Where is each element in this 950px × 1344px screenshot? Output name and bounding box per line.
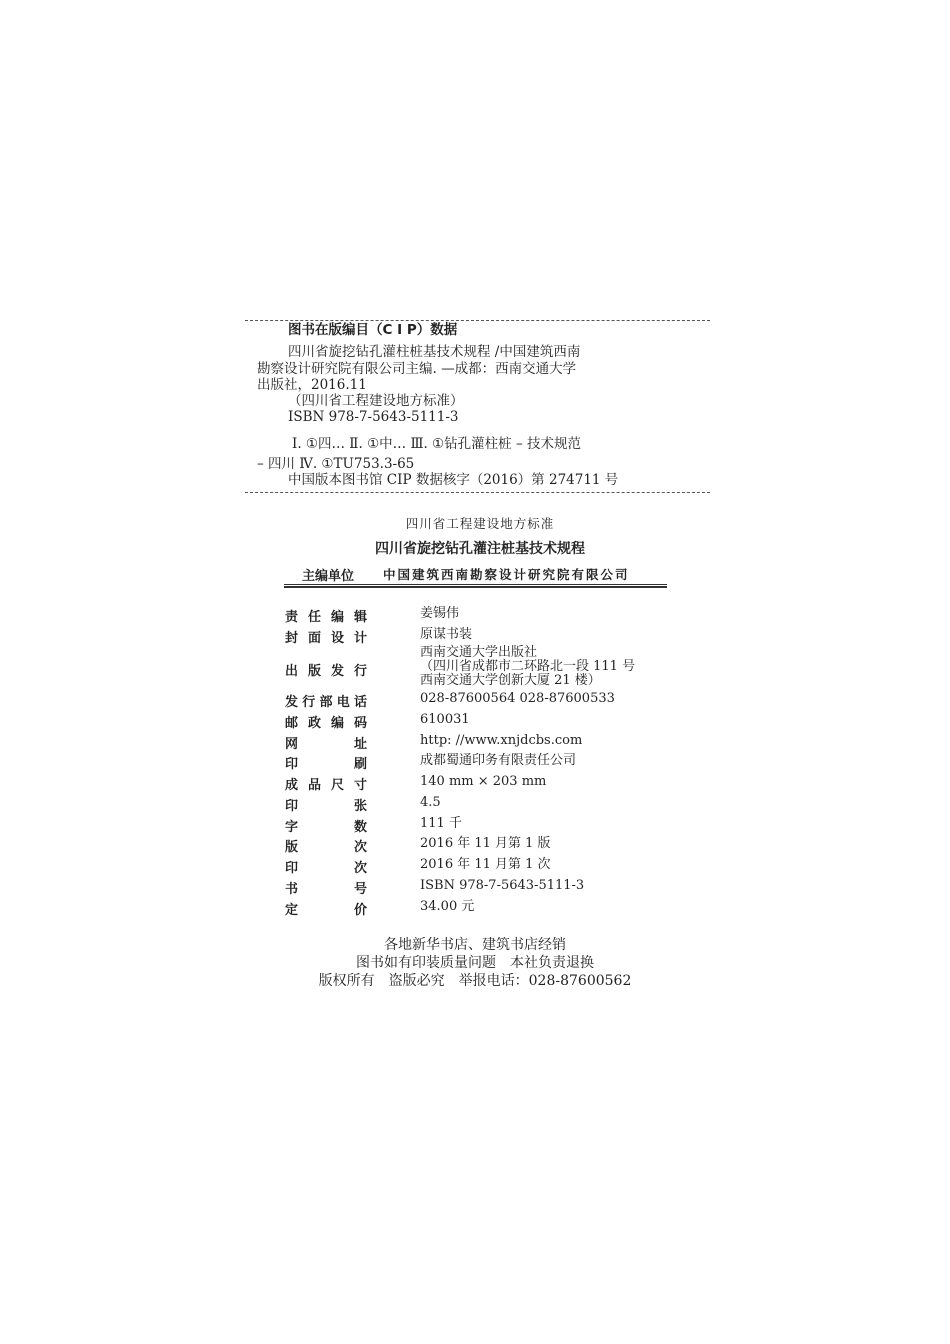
detail-value: 2016 年 11 月第 1 版 bbox=[420, 836, 551, 851]
detail-label: 网址 bbox=[285, 737, 367, 752]
detail-value: 成都蜀通印务有限责任公司 bbox=[420, 753, 577, 768]
detail-label: 出版发行 bbox=[285, 664, 367, 679]
detail-label: 发行部电话 bbox=[285, 695, 367, 710]
divider bbox=[284, 584, 667, 588]
book-title: 四川省旋挖钻孔灌注桩基技术规程 bbox=[375, 541, 585, 557]
detail-label: 成品尺寸 bbox=[285, 778, 367, 793]
cip-line: – 四川 Ⅳ. ①TU753.3-65 bbox=[257, 456, 415, 472]
detail-label: 封面设计 bbox=[285, 631, 367, 646]
cip-line: 中国版本图书馆 CIP 数据核字（2016）第 274711 号 bbox=[288, 472, 619, 488]
footer-line: 各地新华书店、建筑书店经销 bbox=[384, 937, 566, 953]
cip-heading: 图书在版编目（C I P）数据 bbox=[288, 322, 458, 338]
detail-value: 610031 bbox=[420, 712, 470, 727]
detail-value: 姜锡伟 bbox=[420, 606, 460, 621]
detail-label: 书号 bbox=[285, 882, 367, 897]
cip-line: 四川省旋挖钻孔灌柱桩基技术规程 /中国建筑西南 bbox=[288, 344, 581, 360]
detail-value: 34.00 元 bbox=[420, 899, 475, 914]
footer-line: 版权所有 盗版必究 举报电话：028-87600562 bbox=[318, 973, 632, 989]
detail-value: 原谋书装 bbox=[420, 627, 473, 642]
detail-value: 4.5 bbox=[420, 795, 441, 810]
detail-value: 2016 年 11 月第 1 次 bbox=[420, 857, 551, 872]
detail-label: 邮政编码 bbox=[285, 716, 367, 731]
editor-unit-label: 主编单位 bbox=[302, 569, 355, 584]
cip-line: Ⅰ. ①四… Ⅱ. ①中… Ⅲ. ①钻孔灌柱桩 – 技术规范 bbox=[292, 436, 581, 452]
detail-label: 定价 bbox=[285, 903, 367, 918]
detail-label: 责任编辑 bbox=[285, 610, 367, 625]
divider bbox=[245, 492, 710, 493]
footer-line: 图书如有印装质量问题 本社负责退换 bbox=[356, 955, 594, 971]
cip-line: 勘察设计研究院有限公司主编. —成都：西南交通大学 bbox=[257, 361, 577, 377]
detail-value: 028-87600564 028-87600533 bbox=[420, 691, 615, 706]
detail-label: 版次 bbox=[285, 840, 367, 855]
detail-value: （四川省成都市二环路北一段 111 号 bbox=[420, 659, 636, 674]
series-name: 四川省工程建设地方标准 bbox=[405, 516, 555, 531]
detail-value: 140 mm × 203 mm bbox=[420, 774, 547, 789]
detail-value: http: //www.xnjdcbs.com bbox=[420, 733, 583, 748]
detail-value: ISBN 978-7-5643-5111-3 bbox=[420, 878, 585, 893]
detail-value: 西南交通大学出版社 bbox=[420, 645, 538, 660]
detail-label: 印张 bbox=[285, 799, 367, 814]
cip-line: （四川省工程建设地方标准） bbox=[288, 393, 464, 409]
detail-value: 西南交通大学创新大厦 21 楼） bbox=[420, 673, 601, 688]
detail-label: 印刷 bbox=[285, 757, 367, 772]
editor-unit-value: 中国建筑西南勘察设计研究院有限公司 bbox=[383, 567, 630, 582]
cip-line: 出版社，2016.11 bbox=[257, 377, 367, 393]
detail-label: 印次 bbox=[285, 861, 367, 876]
detail-label: 字数 bbox=[285, 820, 367, 835]
detail-value: 111 千 bbox=[420, 816, 462, 831]
cip-line: ISBN 978-7-5643-5111-3 bbox=[288, 409, 459, 425]
